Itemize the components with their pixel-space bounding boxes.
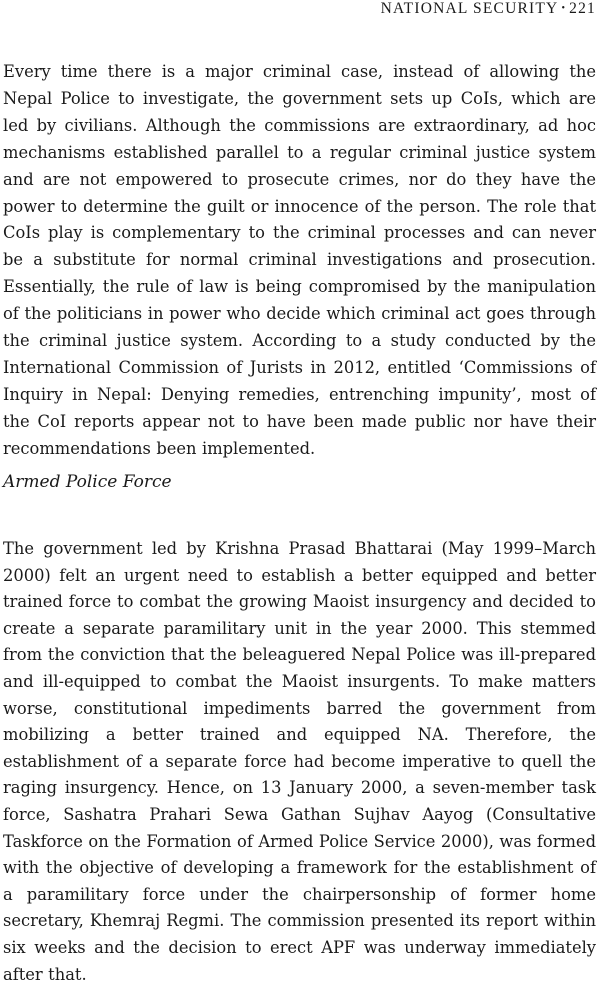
running-header bbox=[381, 0, 596, 18]
page-number: 221 bbox=[569, 0, 596, 17]
running-header-separator: • bbox=[561, 3, 567, 14]
body-paragraph-cois: Every time there is a major criminal case, instead of allowing the Nepal Police to investigate, the government sets up CoIs, which are led by civilians. Although the commissions are extraordinary, ad hoc mechanisms established parallel to a regular criminal justice system and are not empowered to prosecute crimes, nor do they have the power to determine the guilt or innocence of the person. The role that CoIs play is complementary to the criminal processes and can never be a substitute for normal criminal investigations and prosecution. Essentially, the rule of law is being compromised by the manipulation of the politicians in power who decide which criminal act goes through the criminal justice system. According to a study conducted by the International Commission of Jurists in 2012, entitled ‘Commissions of Inquiry in Nepal: Denying remedies, entrenching impunity’, most of the CoI reports appear not to have been made public nor have their recommendations been implemented. bbox=[3, 62, 596, 458]
running-header-title: NATIONAL SECURITY bbox=[380, 0, 559, 17]
section-heading: Armed Police Force bbox=[3, 472, 172, 492]
body-paragraph-apf: The government led by Krishna Prasad Bhattarai (May 1999–March 2000) felt an urgent need to establish a better equipped and better trained force to combat the growing Maoist insurgency and decided to create a separate paramilitary unit in the year 2000. This stemmed from the conviction that the beleaguered Nepal Police was ill-prepared and ill-equipped to combat the Maoist insurgents. To make matters worse, constitutional impediments barred the government from mobilizing a better trained and equipped NA. Therefore, the establishment of a separate force had become imperative to quell the raging insurgency. Hence, on 13 January 2000, a seven-member task force, Sashatra Prahari Sewa Gathan Sujhav Aayog (Consultative Taskforce on the Formation of Armed Police Service 2000), was formed with the objective of developing a framework for the establishment of a paramilitary force under the chairpersonship of former home secretary, Khemraj Regmi. The commission presented its report within six weeks and the decision to erect APF was underway immediately after that. bbox=[3, 539, 596, 984]
